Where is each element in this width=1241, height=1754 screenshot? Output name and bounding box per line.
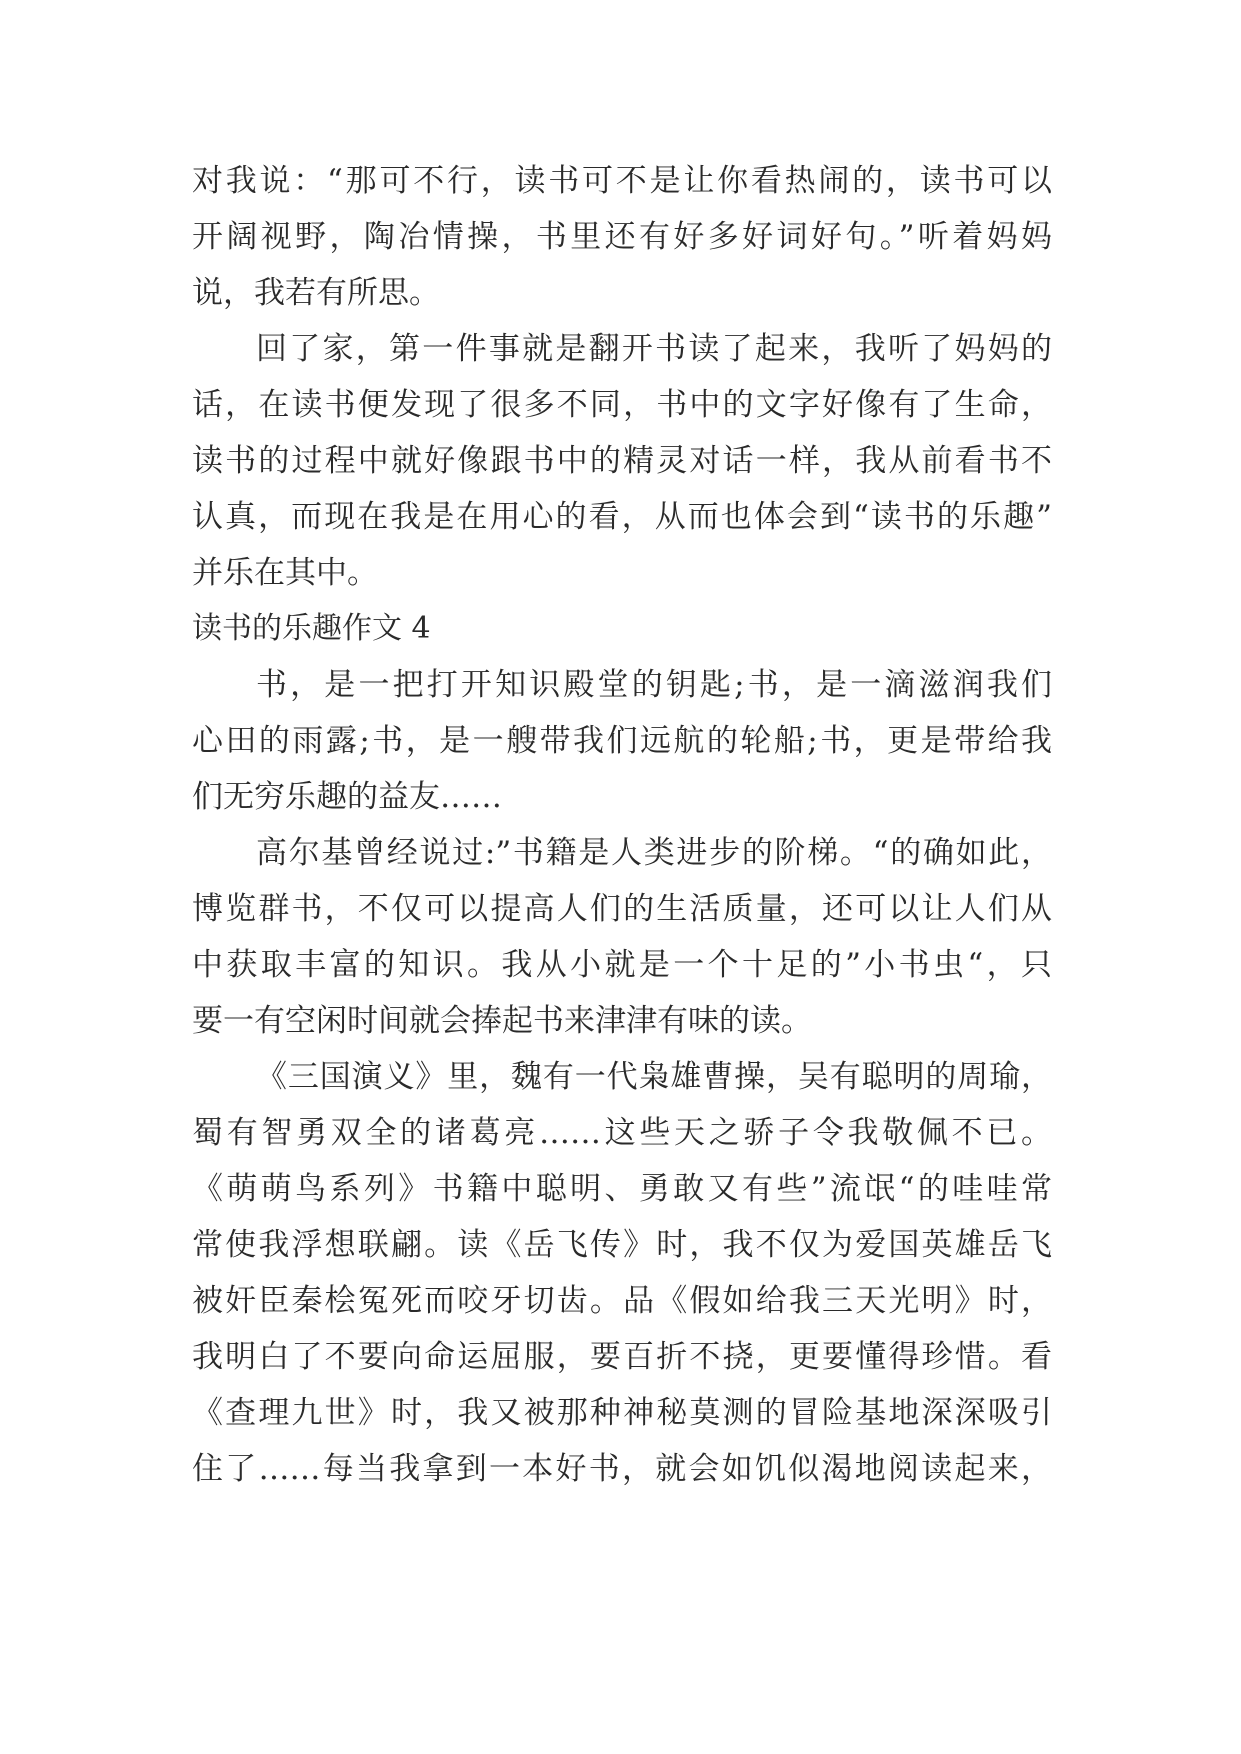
section-heading: 读书的乐趣作文 4 bbox=[192, 611, 431, 646]
text-line: 说，我若有所思。 bbox=[192, 275, 440, 311]
text-line: 被奸臣秦桧冤死而咬牙切齿。品《假如给我三天光明》时， bbox=[192, 1283, 1052, 1319]
text-line: 我明白了不要向命运屈服，要百折不挠，更要懂得珍惜。看 bbox=[192, 1339, 1052, 1375]
text-line: 《三国演义》里，魏有一代枭雄曹操，吴有聪明的周瑜， bbox=[256, 1059, 1052, 1095]
text-line: 心田的雨露;书，是一艘带我们远航的轮船;书，更是带给我 bbox=[192, 723, 1052, 759]
text-line: 常使我浮想联翩。读《岳飞传》时，我不仅为爱国英雄岳飞 bbox=[192, 1227, 1052, 1263]
text-line: 对我说：“那可不行，读书可不是让你看热闹的，读书可以 bbox=[192, 163, 1052, 199]
text-line: 博览群书，不仅可以提高人们的生活质量，还可以让人们从 bbox=[192, 891, 1052, 927]
text-line: 并乐在其中。 bbox=[192, 555, 378, 591]
text-line: 们无穷乐趣的益友…… bbox=[192, 779, 502, 815]
text-line: 高尔基曾经说过:”书籍是人类进步的阶梯。“的确如此， bbox=[256, 835, 1052, 871]
text-line: 读书的过程中就好像跟书中的精灵对话一样，我从前看书不 bbox=[192, 443, 1052, 479]
text-line: 中获取丰富的知识。我从小就是一个十足的”小书虫“，只 bbox=[192, 947, 1052, 983]
text-line: 要一有空闲时间就会捧起书来津津有味的读。 bbox=[192, 1003, 812, 1039]
text-line: 书，是一把打开知识殿堂的钥匙;书，是一滴滋润我们 bbox=[256, 667, 1052, 703]
document-body bbox=[192, 153, 1052, 1497]
text-line: 《萌萌鸟系列》书籍中聪明、勇敢又有些”流氓“的哇哇常 bbox=[192, 1171, 1052, 1207]
text-line: 回了家，第一件事就是翻开书读了起来，我听了妈妈的 bbox=[256, 331, 1052, 367]
text-line: 话，在读书便发现了很多不同，书中的文字好像有了生命， bbox=[192, 387, 1052, 423]
text-line: 认真，而现在我是在用心的看，从而也体会到“读书的乐趣” bbox=[192, 499, 1052, 535]
text-line: 蜀有智勇双全的诸葛亮……这些天之骄子令我敬佩不已。 bbox=[192, 1115, 1052, 1151]
text-line: 住了……每当我拿到一本好书，就会如饥似渴地阅读起来， bbox=[192, 1451, 1052, 1487]
text-line: 开阔视野，陶冶情操，书里还有好多好词好句。”听着妈妈 bbox=[192, 219, 1052, 255]
text-line: 《查理九世》时，我又被那种神秘莫测的冒险基地深深吸引 bbox=[192, 1395, 1052, 1431]
